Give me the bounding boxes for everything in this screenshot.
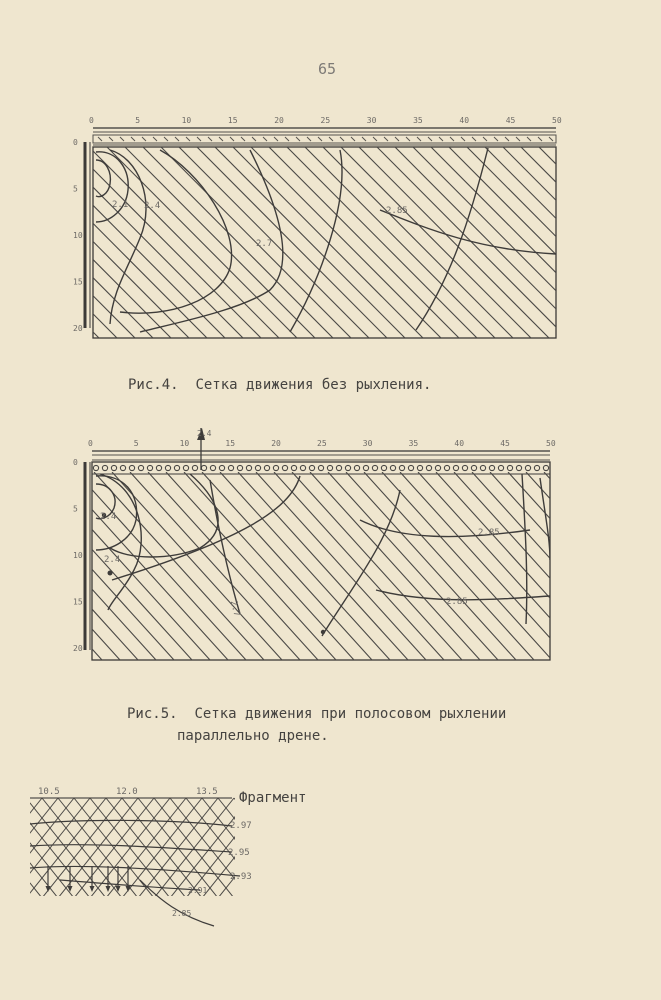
fragment-label: Фрагмент <box>239 790 307 806</box>
figure-5-caption-text: Сетка движения при полосовом рыхлении <box>194 706 507 722</box>
figure5-y-tick-4: 20 <box>73 644 83 653</box>
page-number: 65 <box>318 60 337 78</box>
figure-4-label-2-85: 2.85 <box>386 206 408 216</box>
figure4-y-tick-1: 5 <box>73 184 78 194</box>
figure4-x-tick-0: 0 <box>89 116 94 125</box>
figure4-y-tick-3: 15 <box>73 277 83 287</box>
figure5-x-tick-2: 10 <box>179 439 190 448</box>
figure4-y-tick-4: 20 <box>73 324 83 333</box>
figure-4-caption-text: Сетка движения без рыхления. <box>195 377 432 393</box>
fragment-tick-10-5: 10.5 <box>38 787 60 797</box>
fragment-label-2-95: 2.95 <box>228 848 250 858</box>
figure-4-label-2-1: 2.1 <box>112 200 129 210</box>
figure5-y-tick-0: 0 <box>73 458 78 467</box>
figure4-x-tick-3: 15 <box>227 116 238 125</box>
figure-5-label-2-4a: 2.4 <box>100 512 117 522</box>
figure4-x-tick-7: 35 <box>413 116 423 125</box>
figure-5-label-2-85a: 2.85 <box>478 528 500 538</box>
fragment-label-2-93: 2.93 <box>230 872 252 882</box>
figure5-x-tick-4: 20 <box>271 439 281 448</box>
fragment-grid <box>0 798 426 898</box>
figure4-x-tick-8: 40 <box>459 116 470 125</box>
fragment-label-2-91: 2.91 <box>188 886 208 895</box>
figure-5-caption-line-2: параллельно дрене. <box>177 728 329 744</box>
figure5-x-tick-3: 15 <box>225 439 236 448</box>
figure-4-label-2-4: 2.4 <box>144 201 161 211</box>
figure-4-caption-prefix: Рис.4. <box>128 377 179 393</box>
fragment-tick-13-5: 13.5 <box>196 787 218 797</box>
figure5-x-tick-0: 0 <box>88 439 93 448</box>
figure5-x-tick-10: 50 <box>546 439 556 448</box>
figure4-x-tick-1: 5 <box>135 116 141 125</box>
figure5-y-tick-3: 15 <box>73 597 83 607</box>
figure4-x-tick-9: 45 <box>505 116 516 125</box>
figure4-x-tick-6: 30 <box>366 116 377 125</box>
figure4-y-tick-0: 0 <box>73 138 78 147</box>
figure4-x-tick-4: 20 <box>274 116 284 125</box>
figure-4-label-2-7: 2.7 <box>256 239 273 249</box>
fragment-tick-12-0: 12.0 <box>116 787 138 797</box>
fragment-label-2-97: 2.97 <box>230 821 252 831</box>
fragment-label-2-85: 2.85 <box>172 909 192 918</box>
figure5-y-tick-1: 5 <box>73 504 78 514</box>
figure-5-label-2-4b: 2.4 <box>104 555 121 565</box>
figure5-x-tick-7: 35 <box>408 439 419 448</box>
figure-5-caption-prefix: Рис.5. <box>127 706 178 722</box>
figure4-y-tick-2: 10 <box>73 231 83 240</box>
figure5-x-tick-1: 5 <box>133 439 139 448</box>
fragment-top-ticks <box>38 787 218 797</box>
figure5-x-tick-5: 25 <box>317 439 327 448</box>
figure5-x-tick-8: 40 <box>454 439 465 448</box>
figure5-y-tick-2: 10 <box>73 551 83 560</box>
figure4-x-tick-10: 50 <box>552 116 562 125</box>
figure-5-label-2-85b: 2.85 <box>446 597 468 607</box>
figure4-x-tick-2: 10 <box>181 116 192 125</box>
figure4-x-tick-5: 25 <box>320 116 331 125</box>
figure5-x-tick-9: 45 <box>500 439 510 448</box>
figure-5-label-2-7: 2.7 <box>227 599 242 618</box>
figure-5-marker-label: 2.4 <box>197 429 212 438</box>
figure5-x-tick-6: 30 <box>362 439 373 448</box>
